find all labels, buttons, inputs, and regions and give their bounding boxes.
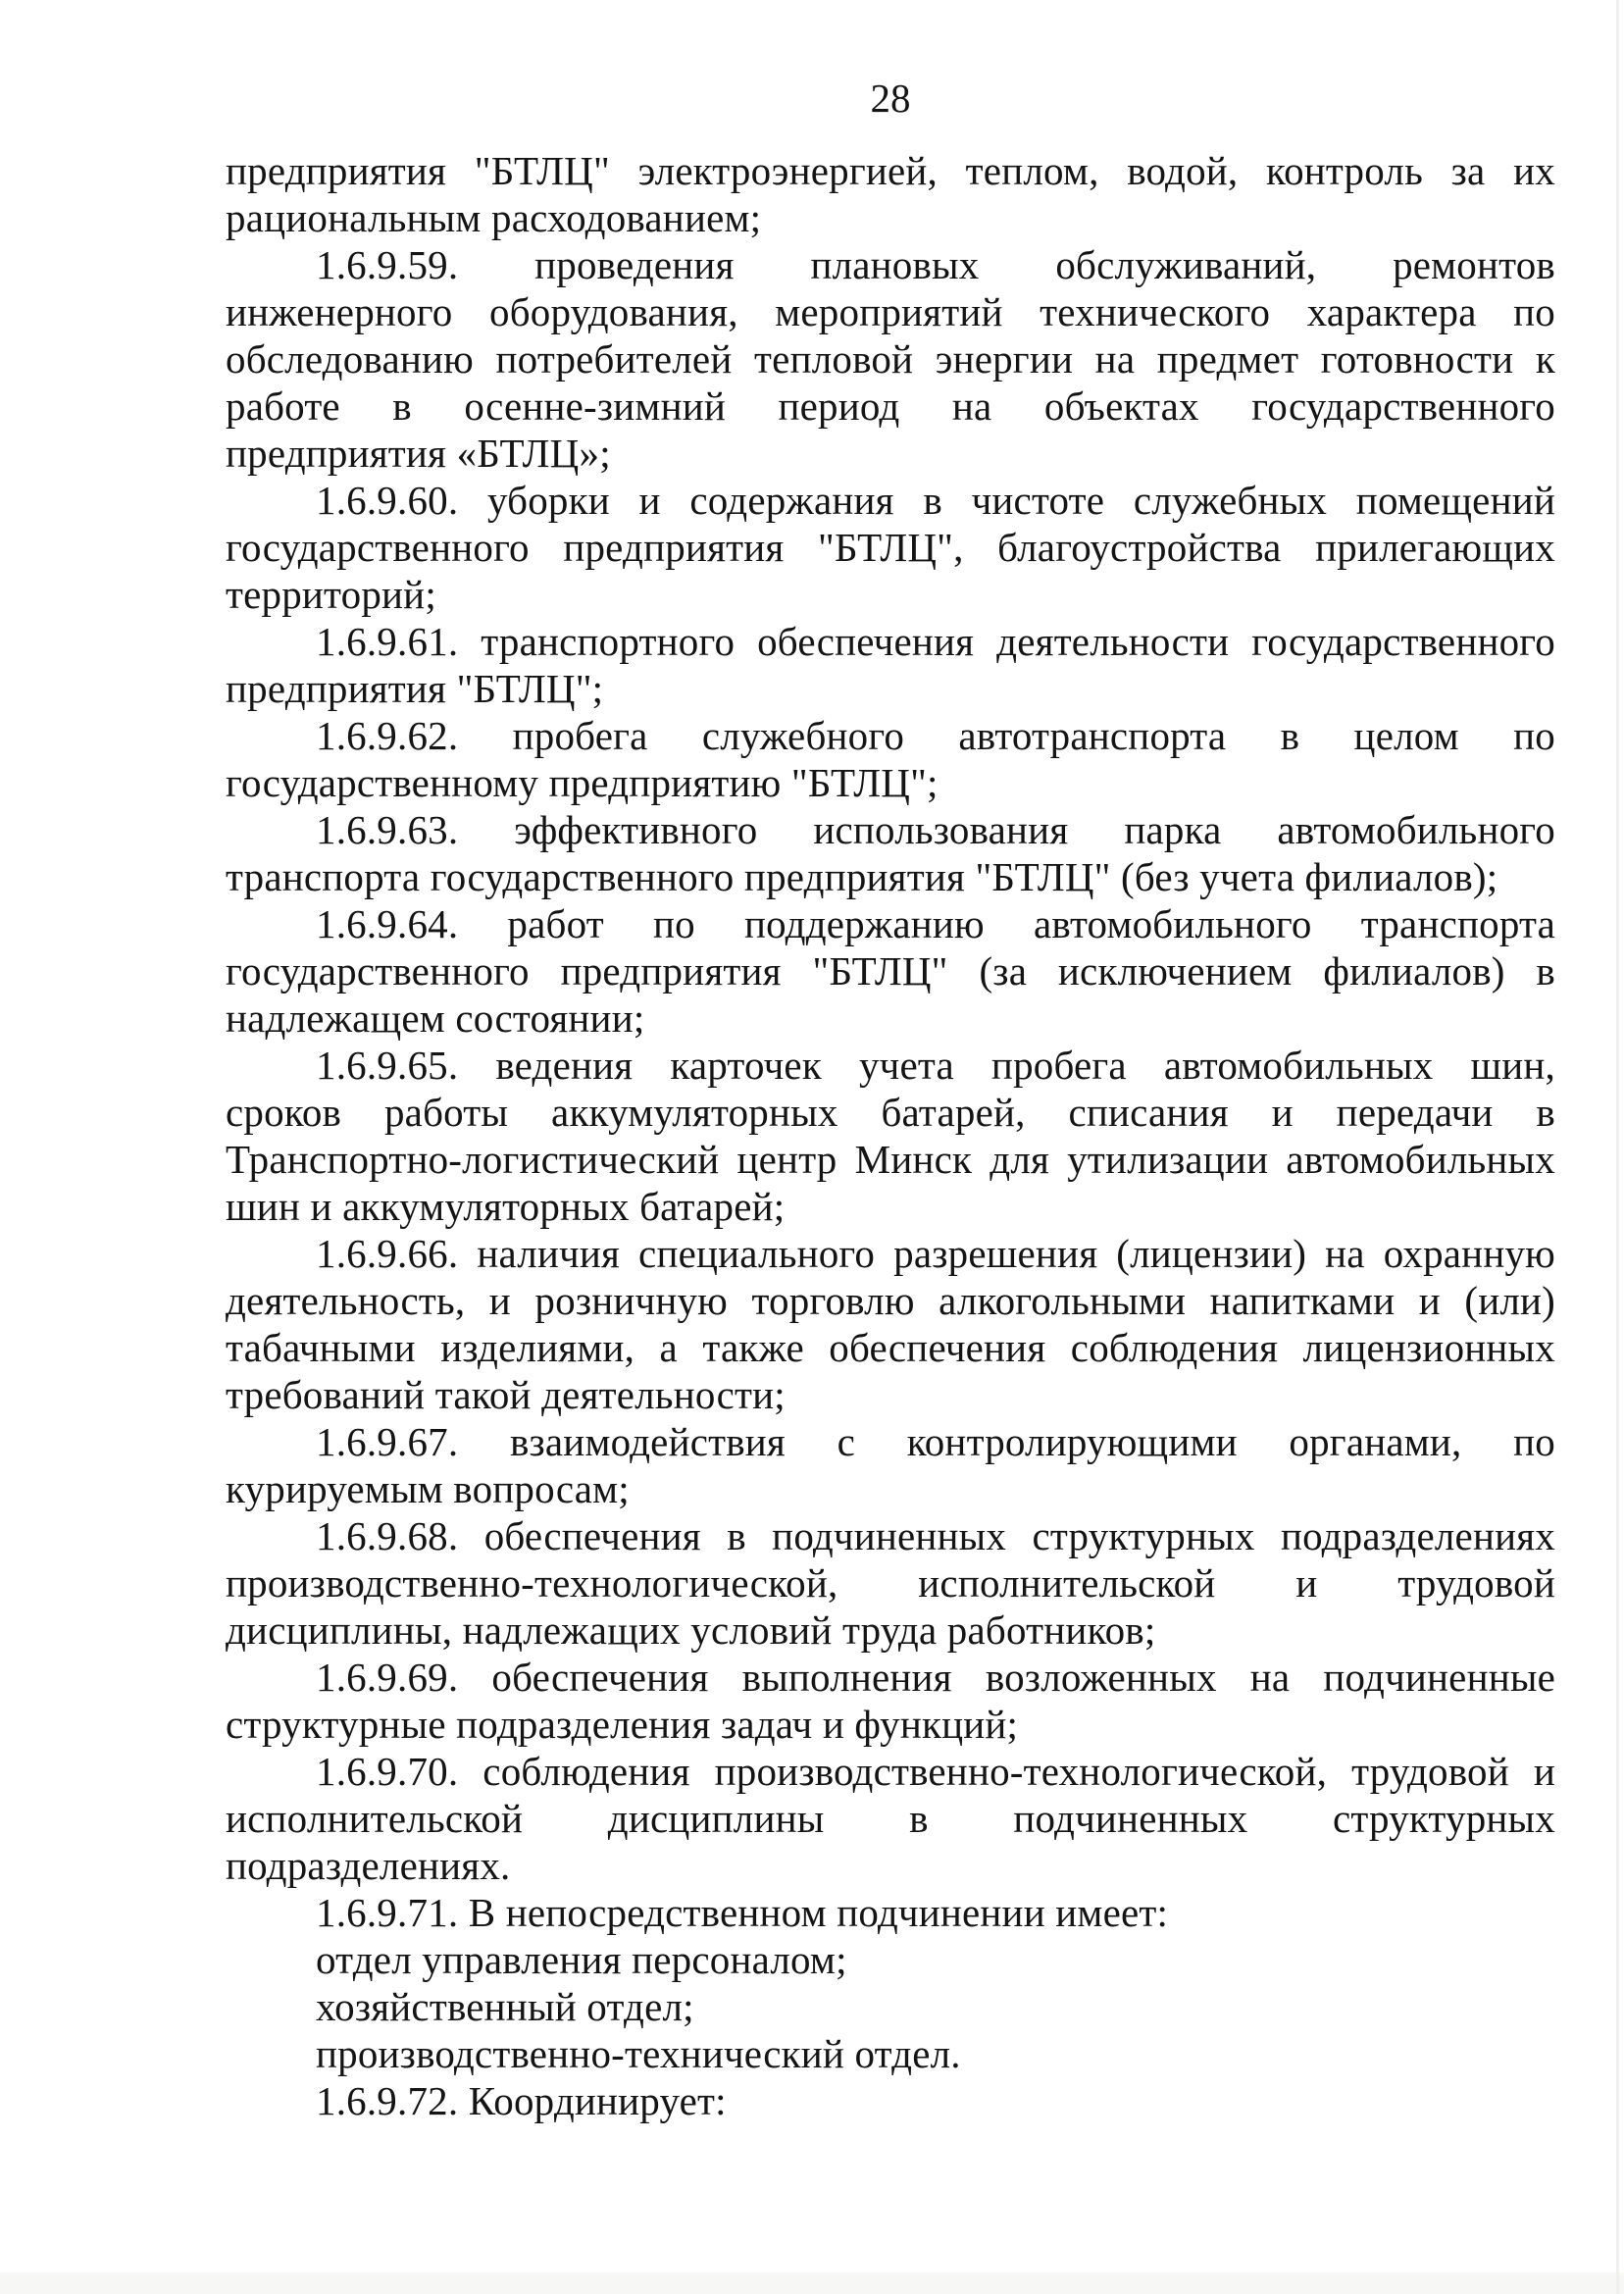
text-line: шин и аккумуляторных батарей; [226, 1184, 786, 1229]
text-line: 1.6.9.68. обеспечения в подчиненных структурных подразделениях [316, 1513, 1555, 1558]
paragraph [226, 241, 1555, 477]
text-line: исполнительской дисциплины в подчиненных структурных [226, 1796, 1555, 1841]
text-line: государственного предприятия "БТЛЦ" (за исключением филиалов) в [226, 948, 1555, 994]
document-body [226, 147, 1555, 2124]
text-line: 1.6.9.71. В непосредственном подчинении имеет: [316, 1890, 1169, 1935]
text-line: 1.6.9.66. наличия специального разрешения (лицензии) на охранную [316, 1231, 1555, 1276]
text-line: государственному предприятию "БТЛЦ"; [226, 760, 939, 805]
text-line: надлежащем состоянии; [226, 995, 645, 1041]
text-line: инженерного оборудования, мероприятий технического характера по [226, 289, 1555, 334]
text-line: предприятия "БТЛЦ" электроэнергией, теплом, водой, контроль за их [226, 148, 1555, 193]
paragraph [226, 147, 1555, 241]
paragraph [226, 1748, 1555, 1889]
paragraph [226, 618, 1555, 712]
paragraph [226, 712, 1555, 806]
text-line: 1.6.9.59. проведения плановых обслуживаний, ремонтов [316, 242, 1555, 287]
scan-bottom-artifact [0, 2272, 1624, 2294]
text-line: предприятия "БТЛЦ"; [226, 666, 604, 711]
paragraph [226, 1512, 1555, 1654]
text-line: хозяйственный отдел; [316, 1984, 694, 2029]
paragraph [226, 477, 1555, 618]
text-line: Транспортно-логистический центр Минск для утилизации автомобильных [226, 1137, 1555, 1182]
text-line: курируемым вопросам; [226, 1466, 630, 1511]
paragraph [226, 1042, 1555, 1230]
paragraph [226, 1230, 1555, 1418]
text-line: рациональным расходованием; [226, 195, 762, 240]
text-line: деятельность, и розничную торговлю алкогольными напитками и (или) [226, 1278, 1555, 1323]
text-line: обследованию потребителей тепловой энергии на предмет готовности к [226, 336, 1555, 382]
text-line: государственного предприятия "БТЛЦ", благоустройства прилегающих [226, 525, 1555, 570]
paragraph [226, 1418, 1555, 1512]
text-line: территорий; [226, 572, 436, 617]
text-line: 1.6.9.69. обеспечения выполнения возложенных на подчиненные [316, 1655, 1555, 1700]
text-line: табачными изделиями, а также обеспечения соблюдения лицензионных [226, 1325, 1555, 1370]
paragraph [226, 1889, 1555, 1936]
paragraph [226, 806, 1555, 900]
text-line: предприятия «БТЛЦ»; [226, 431, 611, 476]
text-line: структурные подразделения задач и функций; [226, 1702, 1019, 1747]
text-line: дисциплины, надлежащих условий труда работников; [226, 1607, 1156, 1653]
text-line: производственно-технический отдел. [316, 2031, 961, 2076]
text-line: сроков работы аккумуляторных батарей, списания и передачи в [226, 1090, 1555, 1135]
text-line: 1.6.9.67. взаимодействия с контролирующими органами, по [316, 1419, 1555, 1464]
paragraph [226, 1983, 1555, 2030]
paragraph [226, 2030, 1555, 2077]
paragraph [226, 2077, 1555, 2124]
text-line: работе в осенне-зимний период на объектах государственного [226, 383, 1555, 429]
text-line: 1.6.9.64. работ по поддержанию автомобильного транспорта [316, 901, 1555, 946]
text-line: 1.6.9.62. пробега служебного автотранспорта в целом по [316, 713, 1555, 758]
text-line: 1.6.9.70. соблюдения производственно-технологической, трудовой и [316, 1749, 1555, 1794]
text-line: 1.6.9.63. эффективного использования парка автомобильного [316, 807, 1555, 852]
text-line: 1.6.9.61. транспортного обеспечения деятельности государственного [316, 619, 1555, 664]
text-line: 1.6.9.60. уборки и содержания в чистоте служебных помещений [316, 478, 1555, 523]
text-line: 1.6.9.72. Координирует: [316, 2078, 727, 2123]
page-number: 28 [870, 76, 911, 121]
text-line: отдел управления персоналом; [316, 1937, 847, 1982]
text-line: производственно-технологической, исполнительской и трудовой [226, 1560, 1555, 1606]
paragraph [226, 900, 1555, 1042]
text-line: транспорта государственного предприятия "БТЛЦ" (без учета филиалов); [226, 854, 1498, 899]
text-line: подразделениях. [226, 1843, 511, 1888]
scan-right-edge-artifact [1616, 0, 1619, 2294]
text-line: 1.6.9.65. ведения карточек учета пробега автомобильных шин, [316, 1043, 1555, 1088]
paragraph [226, 1936, 1555, 1983]
text-line: требований такой деятельности; [226, 1372, 786, 1417]
paragraph [226, 1654, 1555, 1748]
